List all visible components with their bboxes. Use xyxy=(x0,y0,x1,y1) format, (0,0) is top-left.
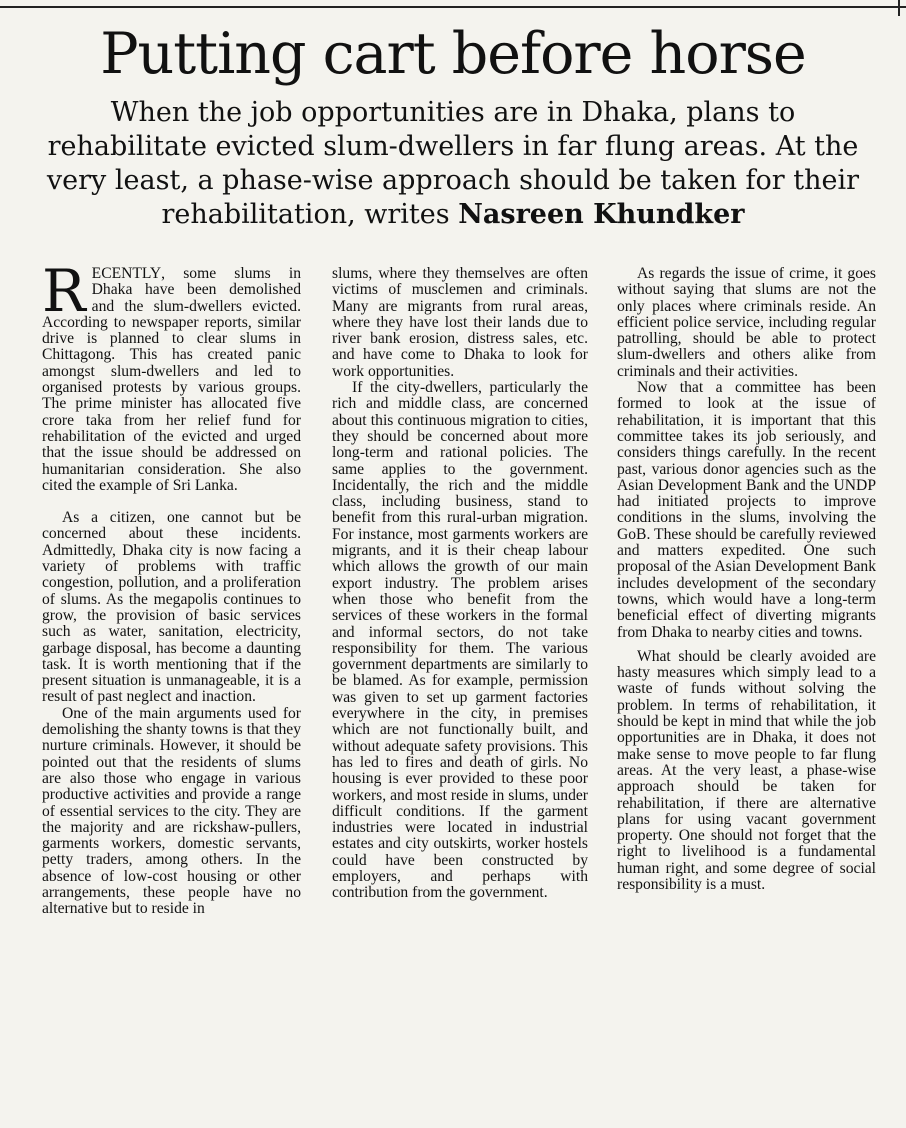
paragraph: Now that a committee has been formed to look at the issue of rehabilitation, it is important that this committee takes its job seriously, and considers things carefully. In the recent past, various donor agencies such as the Asian Development Bank and the UNDP had initiated projects to improve conditions in the slums, involving the GoB. These should be carefully reviewed and matters expedited. One such proposal of the Asian Development Bank includes development of the secondary towns, which would have a long-term beneficial effect of diverting migrants from Dhaka to nearby cities and towns. xyxy=(617,379,876,641)
paragraph: If the city-dwellers, particularly the rich and middle class, are concerned about this continuous migration to cities, they should be concerned about more long-term and rational policies. The same applies to the government. Incidentally, the rich and the middle class, including business, stand to benefit from this rural-urban migration. For instance, most garments workers are migrants, and it is their cheap labour which allows the growth of our main export industry. The problem arises when those who benefit from the services of these workers in the formal and informal sectors, do not take responsibility for them. The various government departments are similarly to be blamed. As for example, permission was given to set up garment factories everywhere in the city, in premises which are not functionally built, and without adequate safety provisions. This has led to fires and death of girls. No housing is ever provided to these poor workers, and most reside in slums, under difficult conditions. If the garment industries were located in industrial estates and city outskirts, worker hostels could have been constructed by employers, and perhaps with contribution from the government. xyxy=(332,379,588,902)
drop-cap: R xyxy=(42,257,86,325)
deck-subheading xyxy=(30,96,876,232)
top-rule xyxy=(0,6,906,8)
paragraph: One of the main arguments used for demolishing the shanty towns is that they nurture criminals. However, it should be pointed out that the residents of slums are also those who engage in various productive activities and provide a range of essential services to the city. They are the majority and are rickshaw-pullers, garments workers, domestic servants, petty traders, among others. In the absence of low-cost housing or other arrangements, these people have no alternative but to reside in xyxy=(42,704,301,918)
lead-word: ECENTLY xyxy=(91,265,162,282)
column-3 xyxy=(617,266,876,893)
paragraph xyxy=(42,257,301,494)
headline: Putting cart before horse xyxy=(100,21,806,87)
paragraph: What should be clearly avoided are hasty measures which simply lead to a waste of funds without solving the problem. In terms of rehabilitation, it should be kept in mind that while the job opportunities are in Dhaka, it does not make sense to move people to far flung areas. At the very least, a phase-wise approach should be taken for rehabilitation, if there are alternative plans for using vacant government property. One should not forget that the right to livelihood is a fundamental human right, and some degree of social responsibility is a must. xyxy=(617,647,876,893)
deck-text: When the job opportunities are in Dhaka, plans to rehabilitate evicted slum-dwellers in far flung areas. At the very least, a phase-wise approach should be taken for their rehabilitation, writes xyxy=(46,97,860,230)
paragraph: As a citizen, one cannot but be concerned about these incidents. Admittedly, Dhaka city is now facing a variety of problems with traffic congestion, pollution, and a proliferation of slums. As the megapolis continues to grow, the provision of basic services such as water, sanitation, electricity, garbage disposal, has become a daunting task. It is worth mentioning that if the present situation is unmanageable, it is a result of past neglect and inaction. xyxy=(42,509,301,706)
paragraph-text: , some slums in Dhaka have been demolished and the slum-dwellers evicted. According to newspaper reports, similar drive is planned to clear slums in Chittagong. This has created panic amongst slum-dwellers and led to organised protests by various groups. The prime minister has allocated five crore taka from her relief fund for rehabilitation of the evicted and urged that the issue should be addressed on humanitarian consideration. She also cited the example of Sri Lanka. xyxy=(42,265,301,494)
column-2 xyxy=(332,266,588,902)
paragraph: slums, where they themselves are often victims of musclemen and criminals. Many are migrants from rural areas, where they have lost their lands due to river bank erosion, distress sales, etc. and have come to Dhaka to look for work opportunities. xyxy=(332,265,588,380)
byline-author: Nasreen Khundker xyxy=(458,199,745,230)
column-1 xyxy=(42,257,301,918)
paragraph: As regards the issue of crime, it goes without saying that slums are not the only places where criminals reside. An efficient police service, including regular patrolling, should be able to protect slum-dwellers and others alike from criminals and their activities. xyxy=(617,265,876,380)
